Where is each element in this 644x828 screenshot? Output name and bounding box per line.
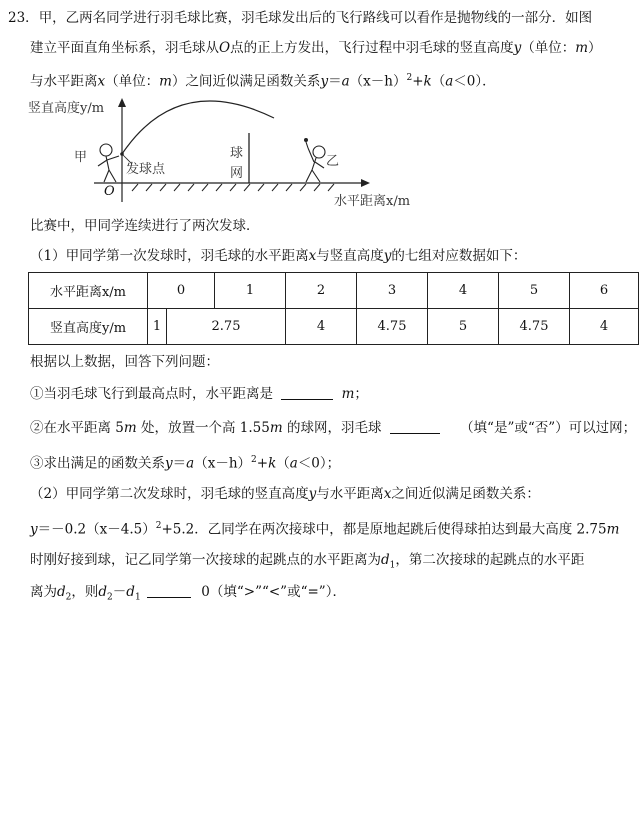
net-label-1: 球 (230, 146, 244, 161)
part2-line-1: （2）甲同学第二次发球时，羽毛球的竖直高度y与水平距离x之间近似满足函数关系： (30, 486, 540, 502)
answer-blank-2[interactable] (390, 419, 440, 434)
player-jia (98, 144, 119, 182)
part2-line-4: 离为$d_2$，则$d_2-d_1$ 0（填“>”“<”或“=”）． (30, 584, 346, 603)
sub-question-2: ②在水平距离 5m 处，放置一个高 1.55m 的球网，羽毛球 （填“是”或“否”）可以过网； (30, 420, 637, 436)
part2-line-3: 时刚好接到球，记乙同学第一次接球的起跳点的水平距离为$d_1$，第二次接球的起跳点的水平距 (30, 552, 585, 571)
table-cell-y-5: 4.75 (499, 309, 570, 345)
question-intro-line-3: 与水平距离x（单位：m）之间近似满足函数关系$y=a(x-h)^2+k(a<0)$． (30, 73, 496, 90)
player-yi (306, 142, 325, 182)
question-number: 23． (8, 10, 39, 26)
serve-point-label: 发球点 (126, 162, 166, 177)
sub-question-3: ③求出满足的函数关系$y=a(x-h)^2+k(a<0)$； (30, 455, 341, 472)
table-cell-y-3: 4.75 (357, 309, 428, 345)
answer-prompt: 根据以上数据，回答下列问题： (30, 354, 219, 370)
shuttle-trajectory (122, 101, 274, 154)
table-cell-y-6: 4 (570, 309, 639, 345)
ground-hatching (132, 184, 334, 191)
table-cell-x-1: 1 (215, 273, 286, 309)
answer-blank-3[interactable] (147, 583, 191, 598)
y-axis-arrow (118, 98, 126, 107)
part1-intro: （1）甲同学第一次发球时，羽毛球的水平距离x与竖直高度y的七组对应数据如下： (30, 248, 527, 264)
badminton-figure (28, 96, 448, 214)
serve-sentence: 比赛中，甲同学连续进行了两次发球． (30, 218, 260, 234)
net-label-2: 网 (230, 166, 244, 181)
table-cell-y-0: 1 (148, 309, 167, 345)
y-axis-label: 竖直高度y/m (28, 101, 105, 116)
table-cell-y-1: 2.75 (167, 309, 286, 345)
table-cell-x-3: 3 (357, 273, 428, 309)
data-table (28, 272, 639, 345)
table-row-x (29, 273, 639, 309)
table-cell-x-0: 0 (148, 273, 215, 309)
sub-question-1: ①当羽毛球飞行到最高点时，水平距离是 m； (30, 386, 368, 402)
question-intro-line-2: 建立平面直角坐标系，羽毛球从O点的正上方发出，飞行过程中羽毛球的竖直高度y（单位：m） (30, 40, 602, 56)
yi-racket-tip (304, 138, 308, 142)
x-axis-arrow (361, 179, 370, 187)
question-intro-line-1: 23．甲，乙两名同学进行羽毛球比赛，羽毛球发出后的飞行路线可以看作是抛物线的一部分．如图 (8, 10, 593, 26)
table-cell-x-5: 5 (499, 273, 570, 309)
table-header-y: 竖直高度y/m (29, 309, 148, 345)
table-row-y (29, 309, 639, 345)
table-cell-x-2: 2 (286, 273, 357, 309)
table-cell-x-4: 4 (428, 273, 499, 309)
table-cell-x-6: 6 (570, 273, 639, 309)
table-cell-y-4: 5 (428, 309, 499, 345)
jia-label: 甲 (74, 150, 88, 165)
table-cell-y-2: 4 (286, 309, 357, 345)
yi-label: 乙 (326, 154, 340, 169)
x-axis-label: 水平距离x/m (334, 194, 411, 209)
answer-blank-1[interactable] (281, 385, 333, 400)
table-header-x: 水平距离x/m (29, 273, 148, 309)
part2-line-2: $y=-0.2(x-4.5)^2+5.2$．乙同学在两次接球中，都是原地起跳后使得球拍达到最大高度 2.75m (30, 521, 620, 538)
origin-label: O (104, 184, 115, 199)
